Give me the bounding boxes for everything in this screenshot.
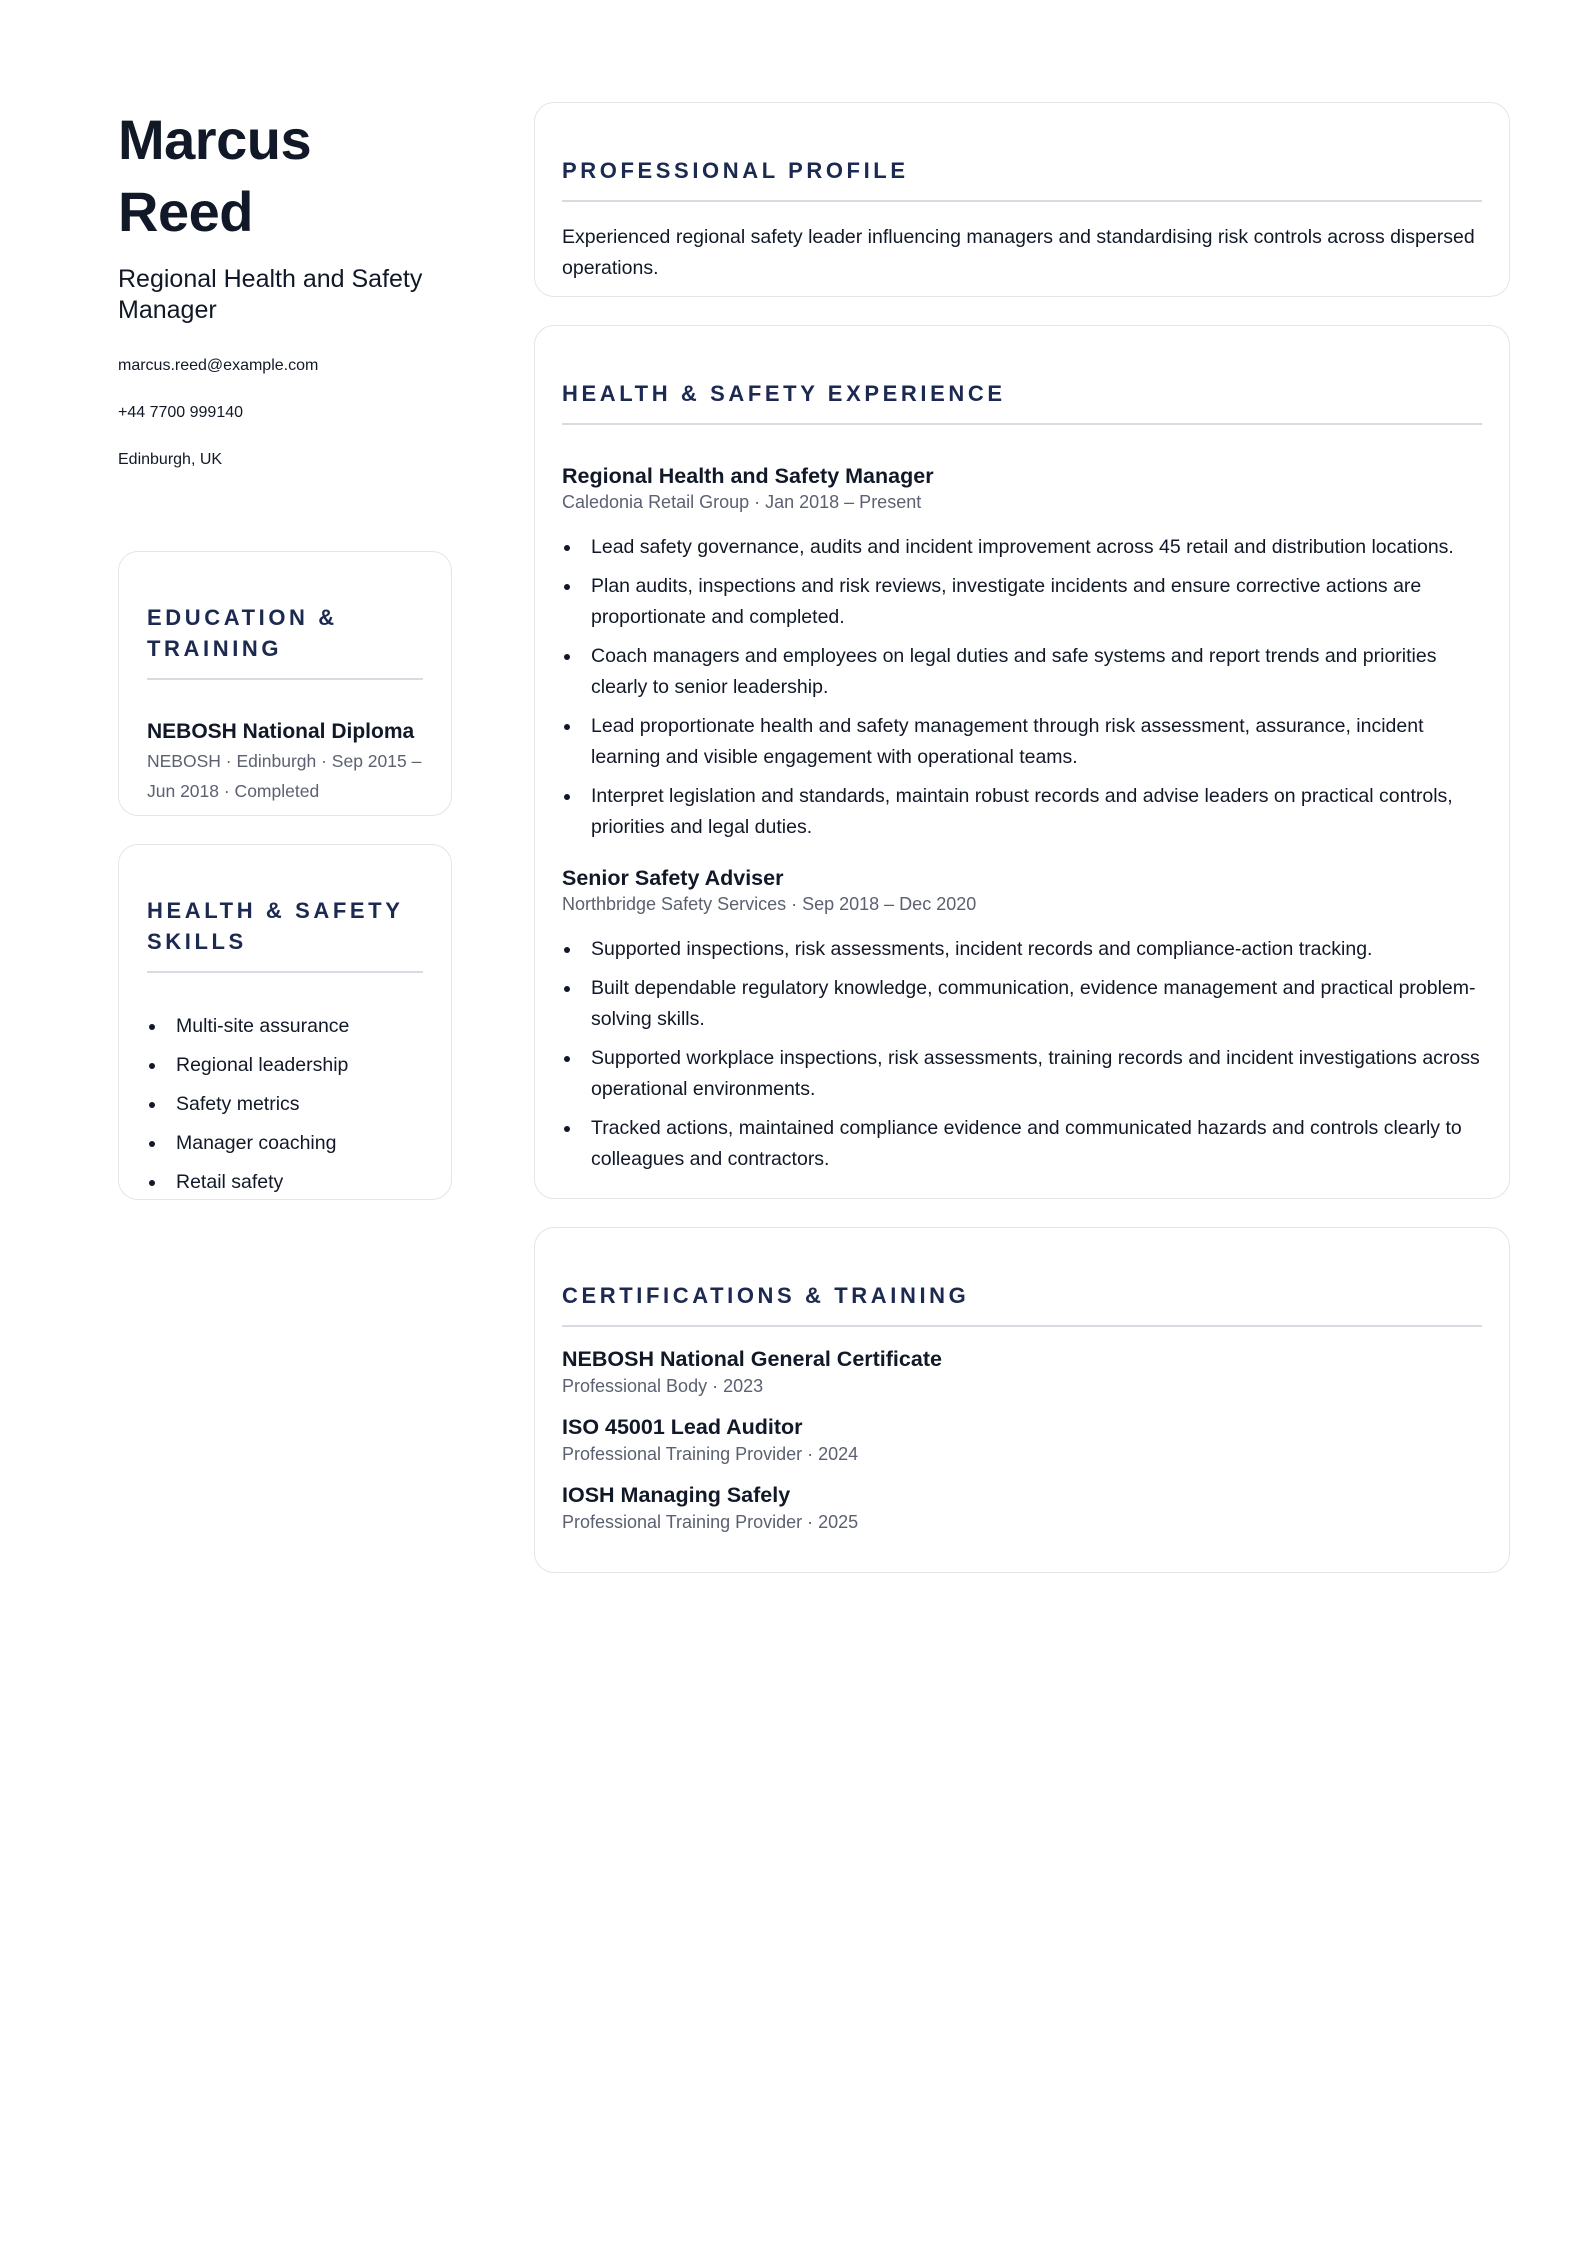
skill-item: Safety metrics bbox=[147, 1085, 423, 1124]
job-bullet: Supported workplace inspections, risk assessments, training records and incident investigations across operational environments. bbox=[562, 1043, 1482, 1105]
job-headline: Regional Health and Safety Manager bbox=[118, 265, 423, 324]
certification-meta: Professional Training Provider · 2025 bbox=[562, 1512, 859, 1532]
contact-phone: +44 7700 999140 bbox=[118, 404, 244, 421]
job-bullet: Tracked actions, maintained compliance evidence and communicated hazards and controls clearly to colleagues and contractors. bbox=[562, 1113, 1482, 1175]
job-bullet: Built dependable regulatory knowledge, communication, evidence management and practical problem-solving skills. bbox=[562, 973, 1482, 1035]
education-entry-title: NEBOSH National Diploma bbox=[147, 720, 415, 743]
job-bullet: Plan audits, inspections and risk reviews, investigate incidents and ensure corrective actions are proportionate and completed. bbox=[562, 571, 1482, 633]
skill-item: Manager coaching bbox=[147, 1124, 423, 1163]
job-title: Regional Health and Safety Manager bbox=[562, 464, 934, 488]
contact-email: marcus.reed@example.com bbox=[118, 357, 319, 374]
education-card bbox=[118, 551, 452, 816]
job-bullet: Supported inspections, risk assessments, incident records and compliance-action tracking. bbox=[562, 934, 1482, 965]
certification-meta: Professional Body · 2023 bbox=[562, 1376, 764, 1396]
contact-list bbox=[118, 356, 452, 470]
job-bullet: Coach managers and employees on legal duties and safe systems and report trends and priorities clearly to senior leadership. bbox=[562, 641, 1482, 703]
job-meta: Caledonia Retail Group · Jan 2018 – Present bbox=[562, 492, 922, 512]
candidate-name: Marcus Reed bbox=[118, 108, 312, 243]
certifications-heading: CERTIFICATIONS & TRAINING bbox=[562, 1280, 1482, 1327]
job-bullets bbox=[562, 934, 1482, 1175]
profile-heading: PROFESSIONAL PROFILE bbox=[562, 155, 1482, 202]
job-bullet: Interpret legislation and standards, maintain robust records and advise leaders on practical controls, priorities and legal duties. bbox=[562, 781, 1482, 843]
experience-heading: HEALTH & SAFETY EXPERIENCE bbox=[562, 378, 1482, 425]
skills-heading: HEALTH & SAFETY SKILLS bbox=[147, 895, 423, 973]
skill-item: Regional leadership bbox=[147, 1046, 423, 1085]
certification-title: IOSH Managing Safely bbox=[562, 1483, 791, 1507]
job-title: Senior Safety Adviser bbox=[562, 866, 784, 890]
job-meta: Northbridge Safety Services · Sep 2018 – Dec 2020 bbox=[562, 894, 977, 914]
job-entry bbox=[562, 463, 1482, 843]
certification-title: NEBOSH National General Certificate bbox=[562, 1347, 942, 1371]
job-entry bbox=[562, 865, 1482, 1175]
certifications-card bbox=[534, 1227, 1510, 1573]
sidebar bbox=[118, 104, 452, 1200]
job-bullet: Lead safety governance, audits and incident improvement across 45 retail and distribution locations. bbox=[562, 532, 1482, 563]
job-bullet: Lead proportionate health and safety management through risk assessment, assurance, incident learning and visible engagement with operational teams. bbox=[562, 711, 1482, 773]
experience-card bbox=[534, 325, 1510, 1199]
education-entry-meta: NEBOSH · Edinburgh · Sep 2015 – Jun 2018 · Completed bbox=[147, 751, 422, 801]
skill-item: Multi-site assurance bbox=[147, 1007, 423, 1046]
skills-card bbox=[118, 844, 452, 1200]
certification-item bbox=[562, 1345, 1482, 1399]
education-entry bbox=[147, 718, 423, 806]
certification-item bbox=[562, 1413, 1482, 1467]
skills-list bbox=[147, 1007, 423, 1202]
profile-summary: Experienced regional safety leader influencing managers and standardising risk controls across dispersed operations. bbox=[562, 226, 1475, 279]
certifications-list bbox=[562, 1345, 1482, 1535]
contact-location: Edinburgh, UK bbox=[118, 451, 223, 468]
certification-title: ISO 45001 Lead Auditor bbox=[562, 1415, 803, 1439]
certification-meta: Professional Training Provider · 2024 bbox=[562, 1444, 859, 1464]
education-heading: EDUCATION & TRAINING bbox=[147, 602, 423, 680]
certification-item bbox=[562, 1481, 1482, 1535]
skill-item: Retail safety bbox=[147, 1163, 423, 1202]
job-bullets bbox=[562, 532, 1482, 843]
main-content bbox=[534, 102, 1510, 1573]
profile-card bbox=[534, 102, 1510, 297]
